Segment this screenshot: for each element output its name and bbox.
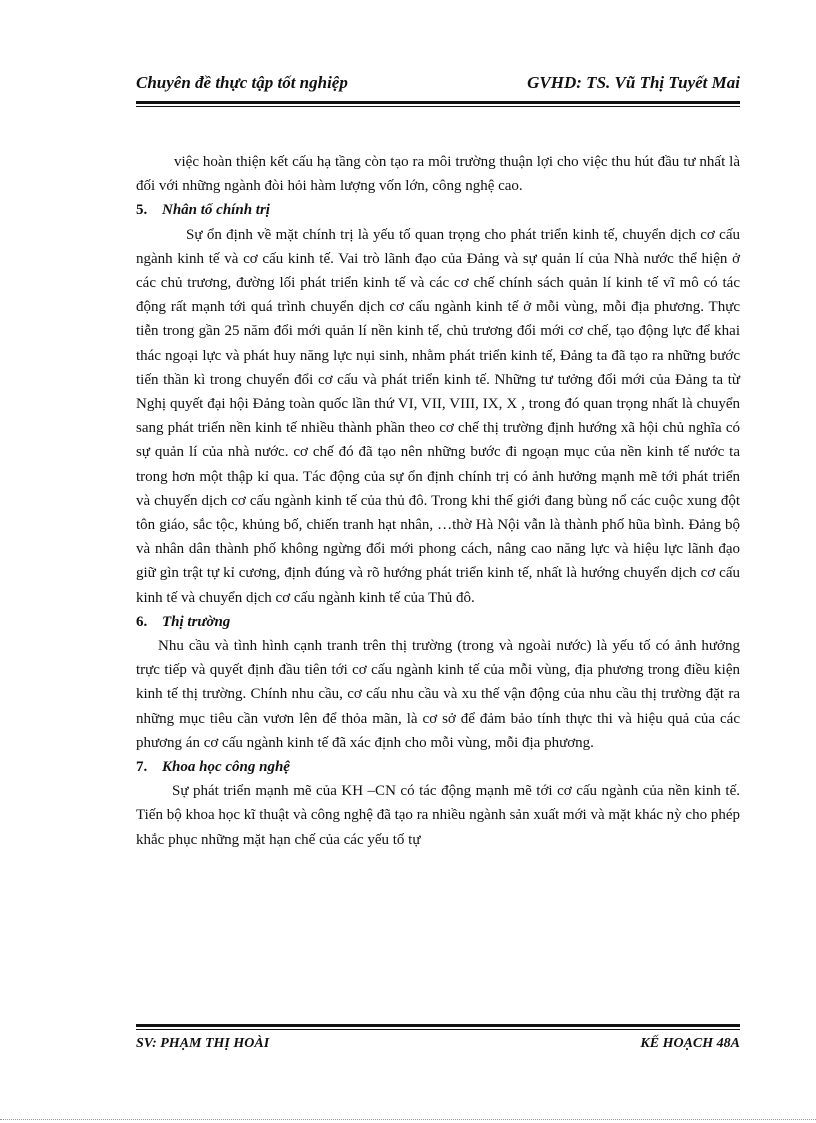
paragraph-science: Sự phát triển mạnh mẽ của KH –CN có tác động mạnh mẽ tới cơ cấu ngành của nền kinh tế. Tiến bộ khoa học kĩ thuật và công nghệ đã tạo ra nhiều ngành sản xuất mới và mặt khác nỳ cho phép khắc phục những mặt hạn chế của các yếu tố tự (136, 783, 740, 848)
paragraph-infrastructure: việc hoàn thiện kết cấu hạ tầng còn tạo ra môi trường thuận lợi cho việc thu hút đầu tư nhất là đối với những ngành đòi hỏi hàm lượng vốn lớn, công nghệ cao. (136, 154, 740, 195)
header-rule-thick (136, 101, 740, 104)
header-rule-thin (136, 106, 740, 107)
page-header (136, 73, 740, 99)
section-heading-science (136, 755, 740, 779)
section-heading-politics (136, 198, 740, 222)
footer-rule-thin (136, 1029, 740, 1030)
page-edge-divider (0, 1119, 816, 1121)
section-number: 7. (136, 759, 148, 776)
header-course-title: Chuyên đề thực tập tốt nghiệp (136, 73, 348, 92)
paragraph-market: Nhu cầu và tình hình cạnh tranh trên thị trường (trong và ngoài nước) là yếu tố có ảnh hưởng trực tiếp và quyết định đầu tiên tới cơ cấu ngành kinh tế của mỗi vùng, địa phương trong điều kiện kinh tế thị trường. Chính nhu cầu, cơ cấu nhu cầu và xu thế vận động của nhu cầu thị trường đặt ra những mục tiêu cần vươn lên để thỏa mãn, là cơ sở để đảm bảo tính thực thi và hiệu quả của các phương án cơ cấu ngành kinh tế đã xác định cho mỗi vùng, mỗi địa phương. (136, 638, 740, 751)
section-title: Khoa học công nghệ (162, 759, 290, 776)
paragraph-politics: Sự ổn định về mặt chính trị là yếu tố quan trọng cho phát triển kinh tế, chuyển dịch cơ cấu ngành kinh tế và cơ cấu kinh tế. Vai trò lãnh đạo của Đảng và sự quản lí của Nhà nước thể hiện ở các chủ trương, đường lối phát triển kinh tế và các cơ chế chính sách quản lí kinh tế vĩ mô có tác động rất mạnh tới quá trình chuyển dịch cơ cấu ngành kinh tế ở mỗi vùng, mỗi địa phương. Thực tiễn trong gần 25 năm đổi mới quản lí nền kinh tế, chủ trương đổi mới cơ chế, tạo động lực để khai thác ngoại lực và phát huy năng lực nụi sinh, nhằm phát triển kinh tế, Đảng ta đã tạo ra những bước tiến thần kì trong chuyển đổi cơ cấu và phát triển kinh tế. Những tư tưởng đổi mới của Đảng ta từ Nghị quyết đại hội Đảng toàn quốc lần thứ VI, VII, VIII, IX, X , trong đó quan trọng nhất là chuyển sang phát triển nền kinh tế nhiều thành phần theo cơ chế thị trường định hướng xã hội chủ nghĩa có sự quản lí của nhà nước. cơ chế đó đã tạo nên những bước đi ngoạn mục của nền kinh tế nước ta trong hơn một thập kỉ qua. Tác động của sự ổn định chính trị có ảnh hưởng mạnh mẽ tới phát triển và chuyển dịch cơ cấu ngành kinh tế của thủ đô. Trong khi thế giới đang bùng nổ các cuộc xung đột tôn giáo, sắc tộc, khủng bố, chiến tranh hạt nhân, …thờ Hà Nội vẫn là thành phố hũa bình. Đảng bộ và nhân dân thành phố không ngừng đổi mới phong cách, nâng cao năng lực và hiệu lực lãnh đạo giữ gìn trật tự kỉ cương, định đúng và rõ hướng phát triển kinh tế, nhất là hướng chuyển dịch cơ cấu kinh tế và chuyển dịch cơ cấu ngành kinh tế của Thủ đô. (136, 226, 740, 606)
section-title: Thị trường (162, 613, 231, 630)
page-body (136, 150, 740, 852)
section-number: 6. (136, 613, 148, 630)
footer-rule-thick (136, 1024, 740, 1027)
section-heading-market (136, 610, 740, 634)
section-number: 5. (136, 202, 148, 219)
header-supervisor: GVHD: TS. Vũ Thị Tuyết Mai (527, 73, 740, 92)
section-title: Nhân tố chính trị (162, 202, 270, 219)
footer-class: KẾ HOẠCH 48A (640, 1036, 740, 1051)
page-footer (136, 1036, 740, 1056)
footer-student: SV: PHẠM THỊ HOÀI (136, 1036, 270, 1051)
